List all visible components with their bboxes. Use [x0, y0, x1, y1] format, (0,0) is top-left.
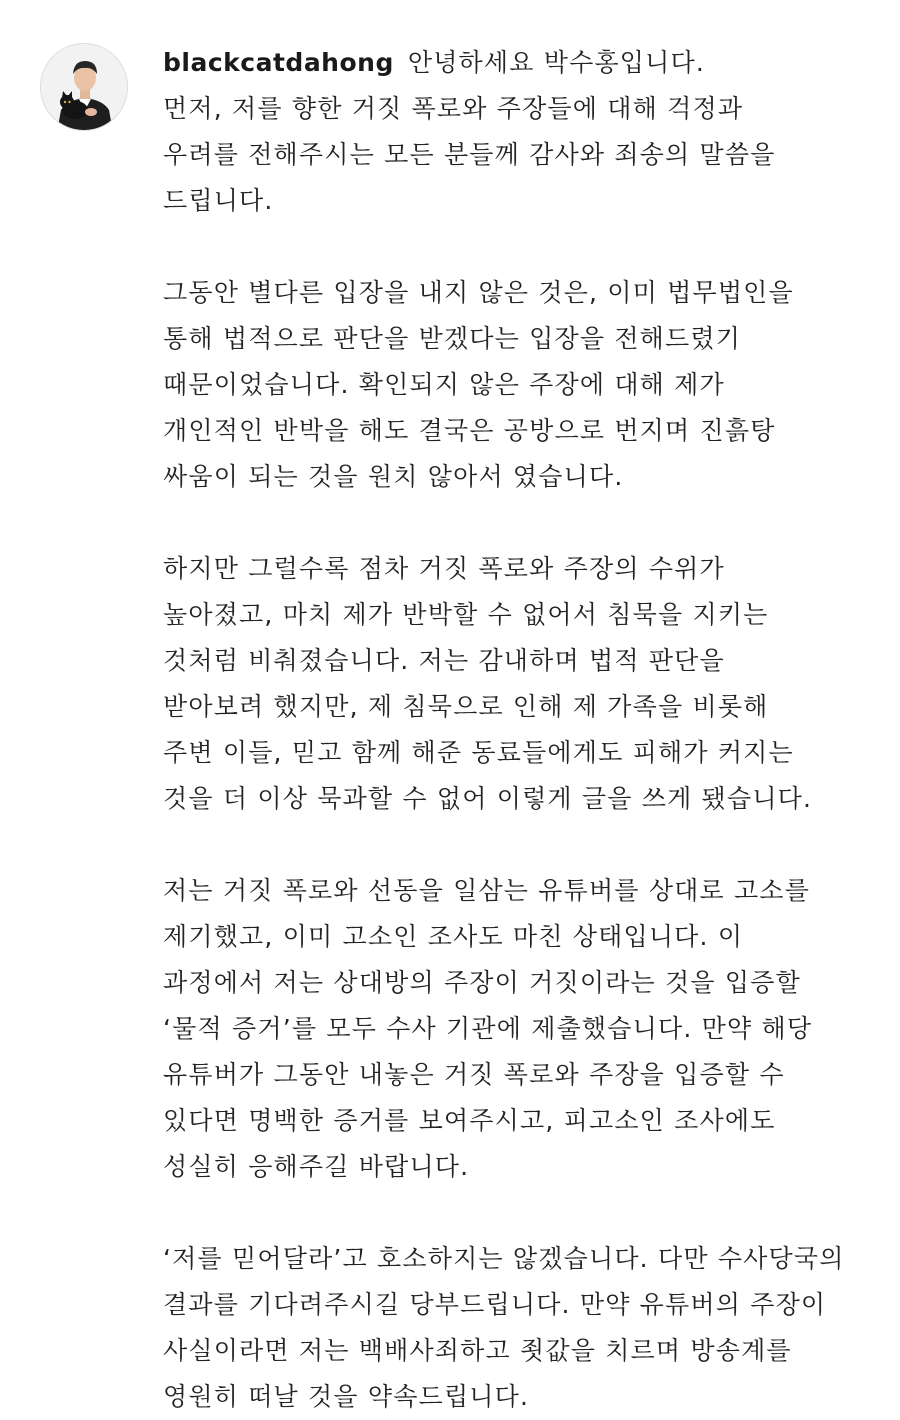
caption-line: 그동안 별다른 입장을 내지 않은 것은, 이미 법무법인을	[163, 278, 794, 307]
caption-line: 주변 이들, 믿고 함께 해준 동료들에게도 피해가 커지는	[163, 738, 794, 767]
paragraph-gap	[163, 224, 883, 270]
caption-text	[163, 40, 883, 1420]
caption-line: 유튜버가 그동안 내놓은 거짓 폭로와 주장을 입증할 수	[163, 1060, 785, 1089]
caption-line: 과정에서 저는 상대방의 주장이 거짓이라는 것을 입증할	[163, 968, 801, 997]
paragraph-gap	[163, 1190, 883, 1236]
caption-body	[163, 86, 883, 1420]
caption-line: 것처럼 비춰졌습니다. 저는 감내하며 법적 판단을	[163, 646, 725, 675]
profile-avatar[interactable]	[40, 43, 128, 131]
caption-line: 사실이라면 저는 백배사죄하고 죗값을 치르며 방송계를	[163, 1336, 792, 1365]
caption-line: 받아보려 했지만, 제 침묵으로 인해 제 가족을 비롯해	[163, 692, 769, 721]
caption-line: 먼저, 저를 향한 거짓 폭로와 주장들에 대해 걱정과	[163, 94, 744, 123]
caption-line: 저는 거짓 폭로와 선동을 일삼는 유튜버를 상대로 고소를	[163, 876, 811, 905]
paragraph-gap	[163, 500, 883, 546]
caption-line: 결과를 기다려주시길 당부드립니다. 만약 유튜버의 주장이	[163, 1290, 827, 1319]
caption-line: 통해 법적으로 판단을 받겠다는 입장을 전해드렸기	[163, 324, 742, 353]
caption-line: 드립니다.	[163, 186, 274, 215]
caption-line: 싸움이 되는 것을 원치 않아서 였습니다.	[163, 462, 624, 491]
caption-line: ‘물적 증거’를 모두 수사 기관에 제출했습니다. 만약 해당	[163, 1014, 813, 1043]
caption-line: 것을 더 이상 묵과할 수 없어 이렇게 글을 쓰게 됐습니다.	[163, 784, 813, 813]
paragraph-gap	[163, 822, 883, 868]
caption-line: ‘저를 믿어달라’고 호소하지는 않겠습니다. 다만 수사당국의	[163, 1244, 845, 1273]
caption-line: 때문이었습니다. 확인되지 않은 주장에 대해 제가	[163, 370, 725, 399]
caption-line: 있다면 명백한 증거를 보여주시고, 피고소인 조사에도	[163, 1106, 776, 1135]
avatar-photo-icon	[41, 44, 128, 131]
caption-first-line	[163, 40, 883, 86]
caption-line: 하지만 그럴수록 점차 거짓 폭로와 주장의 수위가	[163, 554, 725, 583]
greeting-text: 안녕하세요 박수홍입니다.	[407, 48, 706, 77]
caption-line: 우려를 전해주시는 모든 분들께 감사와 죄송의 말씀을	[163, 140, 776, 169]
caption-line: 성실히 응해주길 바랍니다.	[163, 1152, 470, 1181]
caption-line: 제기했고, 이미 고소인 조사도 마친 상태입니다. 이	[163, 922, 744, 951]
username-link[interactable]: blackcatdahong	[163, 48, 394, 77]
caption-line: 높아졌고, 마치 제가 반박할 수 없어서 침묵을 지키는	[163, 600, 769, 629]
caption-line: 개인적인 반박을 해도 결국은 공방으로 번지며 진흙탕	[163, 416, 776, 445]
caption-line: 영원히 떠날 것을 약속드립니다.	[163, 1382, 530, 1411]
